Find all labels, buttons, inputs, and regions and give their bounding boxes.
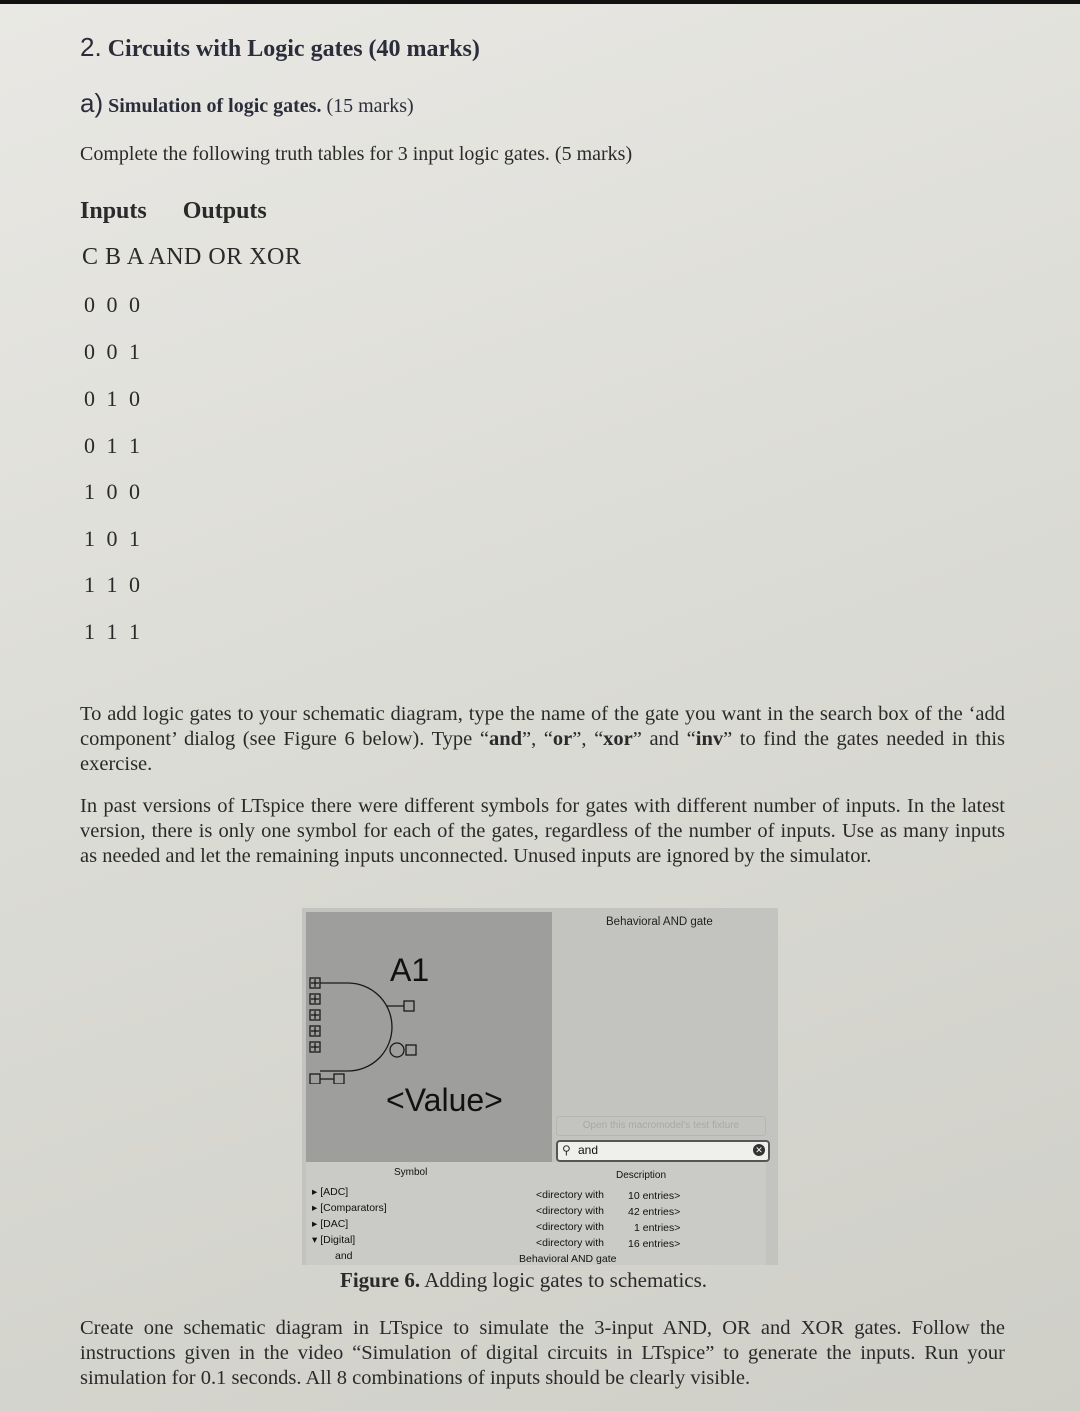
- symbol-instance-name: A1: [390, 952, 430, 988]
- truth-table-row: 0 1 0: [84, 386, 140, 411]
- paragraph-create-schematic: Create one schematic diagram in LTspice to simulate the 3-input AND, OR and XOR gates. Follow the instructions given in the video “Simulation of digital circuits in LTspice” to generate the inputs. Run your simulation for 0.1 seconds. All 8 combinations of inputs should be clearly visible.: [80, 1317, 1005, 1389]
- truth-table-row: 1 1 0: [84, 572, 140, 597]
- figure-caption: [340, 1268, 707, 1293]
- truth-table-row: 1 1 1: [84, 619, 140, 644]
- truth-table-header: C B A AND OR XOR: [82, 244, 302, 270]
- top-edge: [0, 0, 1080, 4]
- subsection-title: Simulation of logic gates.: [108, 95, 322, 117]
- truth-table-row: 1 0 0: [84, 479, 140, 504]
- para1-text-end: ” to find the gates needed in this exercise.: [80, 728, 1006, 775]
- inputs-label: Inputs: [80, 198, 147, 224]
- list-item-desc: <directory with: [536, 1189, 604, 1201]
- search-input[interactable]: and: [578, 1143, 599, 1157]
- list-item-comparators[interactable]: ▸ [Comparators]: [312, 1202, 387, 1214]
- para1-sep: ”, “: [522, 728, 553, 750]
- list-item-desc: <directory with: [536, 1221, 604, 1233]
- column-header-symbol: Symbol: [394, 1167, 428, 1178]
- subsection-heading: [80, 88, 414, 119]
- component-description: Behavioral AND gate: [606, 916, 713, 928]
- list-item-count: 10 entries>: [628, 1190, 681, 1202]
- section-title: Circuits with Logic gates (40 marks): [107, 36, 480, 62]
- list-item-count: 1 entries>: [634, 1222, 681, 1234]
- paragraph-ltspice-versions: In past versions of LTspice there were different symbols for gates with different number of inputs. In the latest version, there is only one symbol for each of the gates, regardless of the number of inputs. Use as many inputs as needed and let the remaining inputs unconnected. Unused inputs are ignored by the simulator.: [80, 795, 1005, 867]
- truth-table-row: 0 0 0: [84, 292, 140, 317]
- component-list: [306, 1162, 766, 1265]
- list-item-adc[interactable]: ▸ [ADC]: [312, 1186, 349, 1198]
- list-item-desc: <directory with: [536, 1237, 604, 1249]
- column-header-description: Description: [616, 1170, 667, 1181]
- section-number: 2.: [80, 32, 102, 62]
- para1-text: To add logic gates to your schematic diagram, type the name of the gate you want in the search box of the ‘add component’ dialog (see Figure 6 below). Type “: [80, 703, 1005, 750]
- instruction-text: Complete the following truth tables for 3 input logic gates. (5 marks): [80, 143, 633, 165]
- search-icon: ⚲: [562, 1143, 571, 1157]
- list-item-dac[interactable]: ▸ [DAC]: [312, 1218, 349, 1230]
- add-component-dialog-figure: [302, 908, 778, 1265]
- list-item-desc: Behavioral AND gate: [519, 1253, 617, 1265]
- truth-table-row: 0 0 1: [84, 339, 140, 364]
- keyword-xor: xor: [603, 728, 633, 750]
- para1-sep: ” and “: [632, 728, 696, 750]
- list-item-desc: <directory with: [536, 1205, 604, 1217]
- subsection-marks: (15 marks): [326, 95, 414, 117]
- component-search-box[interactable]: [556, 1140, 770, 1162]
- symbol-preview: [306, 912, 552, 1162]
- symbol-value-label: <Value>: [386, 1082, 503, 1118]
- table-group-headers: [80, 198, 303, 225]
- truth-table-row: 0 1 1: [84, 433, 140, 458]
- list-item-digital[interactable]: ▾ [Digital]: [312, 1234, 356, 1246]
- and-gate-symbol-icon: [308, 974, 438, 1084]
- keyword-or: or: [552, 728, 573, 750]
- para1-sep: ”, “: [572, 728, 604, 750]
- paragraph-add-gates: [80, 702, 1005, 777]
- list-item-and[interactable]: and: [335, 1250, 353, 1262]
- list-item-count: 42 entries>: [628, 1206, 681, 1218]
- open-test-fixture-button[interactable]: Open this macromodel's test fixture: [556, 1116, 766, 1136]
- list-item-count: 16 entries>: [628, 1238, 681, 1250]
- section-heading: [80, 32, 480, 63]
- caption-text: Adding logic gates to schematics.: [420, 1268, 708, 1292]
- truth-table-row: 1 0 1: [84, 526, 140, 551]
- keyword-and: and: [488, 728, 522, 750]
- caption-label: Figure 6.: [340, 1268, 421, 1292]
- keyword-inv: inv: [695, 728, 724, 750]
- subsection-label: a): [80, 88, 104, 118]
- clear-search-icon[interactable]: ✕: [753, 1144, 765, 1156]
- outputs-label: Outputs: [182, 198, 267, 224]
